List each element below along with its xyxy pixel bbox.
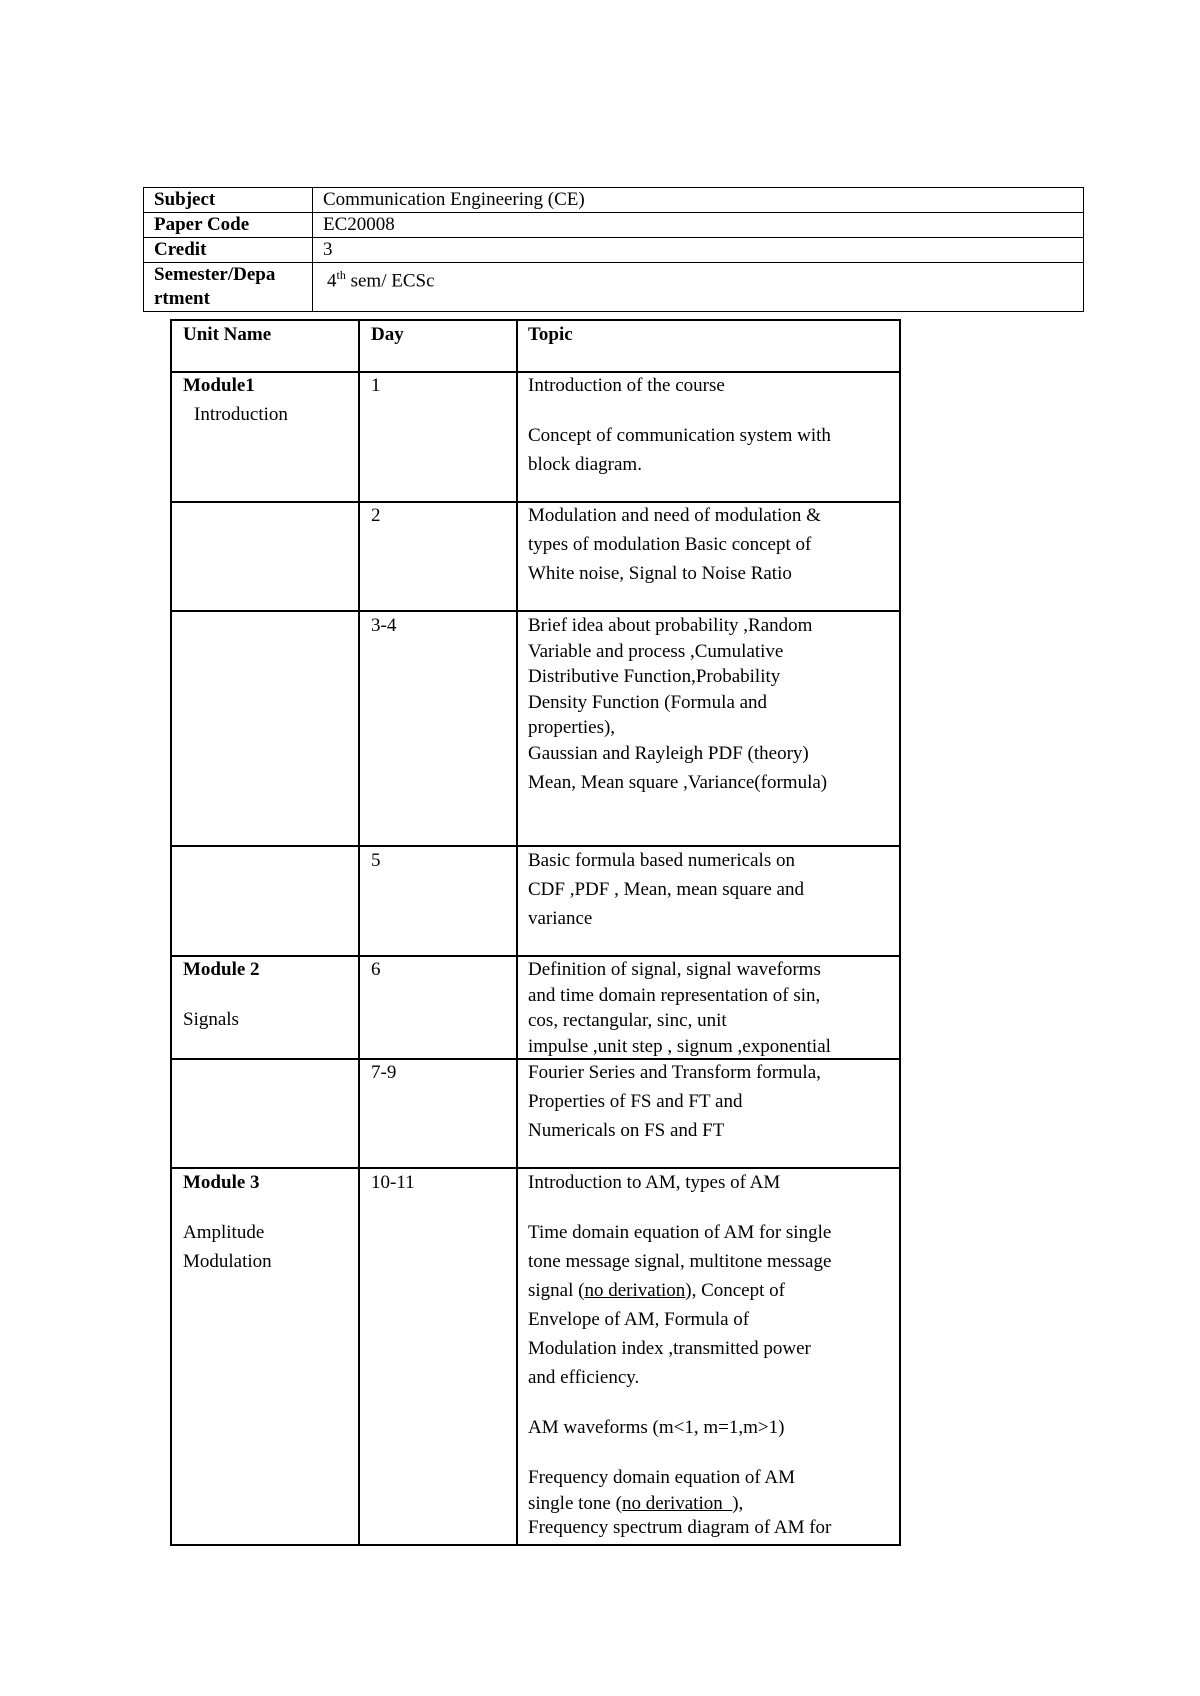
topic-line: AM waveforms (m<1, m=1,m>1) — [528, 1417, 785, 1438]
day-cell: 7-9 — [371, 1062, 397, 1083]
semester-label-line2: rtment — [154, 288, 210, 309]
topic-line: Modulation and need of modulation & — [528, 505, 821, 526]
topic-line: Variable and process ,Cumulative — [528, 640, 784, 662]
col-header-unit: Unit Name — [183, 324, 272, 345]
topic-line: variance — [528, 908, 593, 929]
topic-line: Properties of FS and FT and — [528, 1091, 743, 1112]
paper-code-row — [144, 213, 1084, 238]
topic-line: Numericals on FS and FT — [528, 1120, 725, 1141]
topic-cell — [528, 613, 827, 796]
unit-cell — [183, 955, 260, 1034]
module-title: Module1 — [183, 375, 255, 396]
topic-line: cos, rectangular, sinc, unit — [528, 1010, 727, 1031]
col-header-topic: Topic — [528, 324, 573, 345]
topic-line: Gaussian and Rayleigh PDF (theory) — [528, 742, 809, 764]
semester-label-line1: Semester/Depa — [154, 264, 276, 285]
topic-line: Mean, Mean square ,Variance(formula) — [528, 772, 828, 793]
semester-value — [313, 263, 1084, 312]
module-subtitle: Introduction — [194, 404, 288, 425]
col-header-day: Day — [371, 324, 404, 345]
day-cell: 1 — [371, 375, 381, 396]
table-border-bottom — [170, 1544, 900, 1546]
no-derivation-note: no derivation — [584, 1280, 686, 1301]
semester-number: 4 — [327, 270, 337, 292]
table-divider-topic — [516, 319, 518, 1546]
topic-line: impulse ,unit step , signum ,exponential — [528, 1035, 831, 1057]
topic-line: Introduction to AM, types of AM — [528, 1172, 781, 1193]
row-divider — [170, 610, 900, 612]
topic-line: CDF ,PDF , Mean, mean square and — [528, 879, 804, 900]
topic-line: types of modulation Basic concept of — [528, 534, 812, 555]
topic-line: Brief idea about probability ,Random — [528, 615, 813, 636]
topic-cell — [528, 371, 831, 479]
topic-cell — [528, 501, 821, 588]
topic-cell — [528, 846, 804, 933]
semester-dept: sem/ ECSc — [345, 270, 435, 292]
paper-code-value: EC20008 — [313, 213, 1084, 238]
topic-line: Fourier Series and Transform formula, — [528, 1062, 821, 1083]
topic-line: Frequency spectrum diagram of AM for — [528, 1517, 832, 1538]
topic-line: block diagram. — [528, 454, 642, 475]
topic-line: Distributive Function,Probability — [528, 666, 781, 687]
topic-line: Modulation index ,transmitted power — [528, 1338, 811, 1359]
topic-cell — [528, 957, 831, 1059]
topic-line: Definition of signal, signal waveforms — [528, 959, 821, 980]
topic-cell — [528, 1168, 831, 1540]
topic-line: Frequency domain equation of AM — [528, 1467, 796, 1488]
day-cell: 3-4 — [371, 615, 397, 636]
module-title: Module 3 — [183, 1172, 260, 1193]
table-border-right — [899, 319, 901, 1546]
topic-line: Time domain equation of AM for single — [528, 1222, 832, 1243]
module-subtitle: Modulation — [183, 1251, 272, 1272]
topic-line: Basic formula based numericals on — [528, 850, 795, 871]
day-cell: 10-11 — [371, 1172, 415, 1193]
day-cell: 6 — [371, 959, 381, 980]
credit-label: Credit — [144, 238, 313, 263]
semester-label — [144, 263, 313, 312]
credit-row — [144, 238, 1084, 263]
subject-value: Communication Engineering (CE) — [313, 188, 1084, 213]
unit-cell — [183, 1168, 272, 1276]
credit-value: 3 — [313, 238, 1084, 263]
module-subtitle: Amplitude — [183, 1222, 265, 1243]
table-border-left — [170, 319, 172, 1546]
topic-line: and efficiency. — [528, 1367, 640, 1388]
topic-line: properties), — [528, 717, 616, 738]
subject-row — [144, 188, 1084, 213]
table-divider-day — [358, 319, 360, 1546]
paper-code-label: Paper Code — [144, 213, 313, 238]
topic-line: Concept of communication system with — [528, 425, 831, 446]
topic-line: and time domain representation of sin, — [528, 984, 821, 1006]
topic-line: Envelope of AM, Formula of — [528, 1309, 750, 1330]
day-cell: 2 — [371, 505, 381, 526]
topic-line: Introduction of the course — [528, 375, 725, 396]
topic-cell — [528, 1058, 821, 1145]
module-title: Module 2 — [183, 959, 260, 980]
topic-line: tone message signal, multitone message — [528, 1251, 832, 1272]
no-derivation-note: no derivation — [621, 1493, 733, 1514]
semester-row — [144, 263, 1084, 312]
topic-line: White noise, Signal to Noise Ratio — [528, 563, 792, 584]
topic-line — [528, 400, 831, 421]
topic-line: single tone (no derivation ), — [528, 1493, 744, 1514]
topic-line: signal (no derivation), Concept of — [528, 1280, 785, 1301]
subject-label: Subject — [144, 188, 313, 213]
semester-ordinal: th — [336, 268, 346, 282]
topic-line: Density Function (Formula and — [528, 691, 768, 713]
unit-cell — [183, 371, 288, 429]
module-subtitle: Signals — [183, 1009, 239, 1030]
day-cell: 5 — [371, 850, 381, 871]
course-info-table — [143, 187, 1084, 312]
